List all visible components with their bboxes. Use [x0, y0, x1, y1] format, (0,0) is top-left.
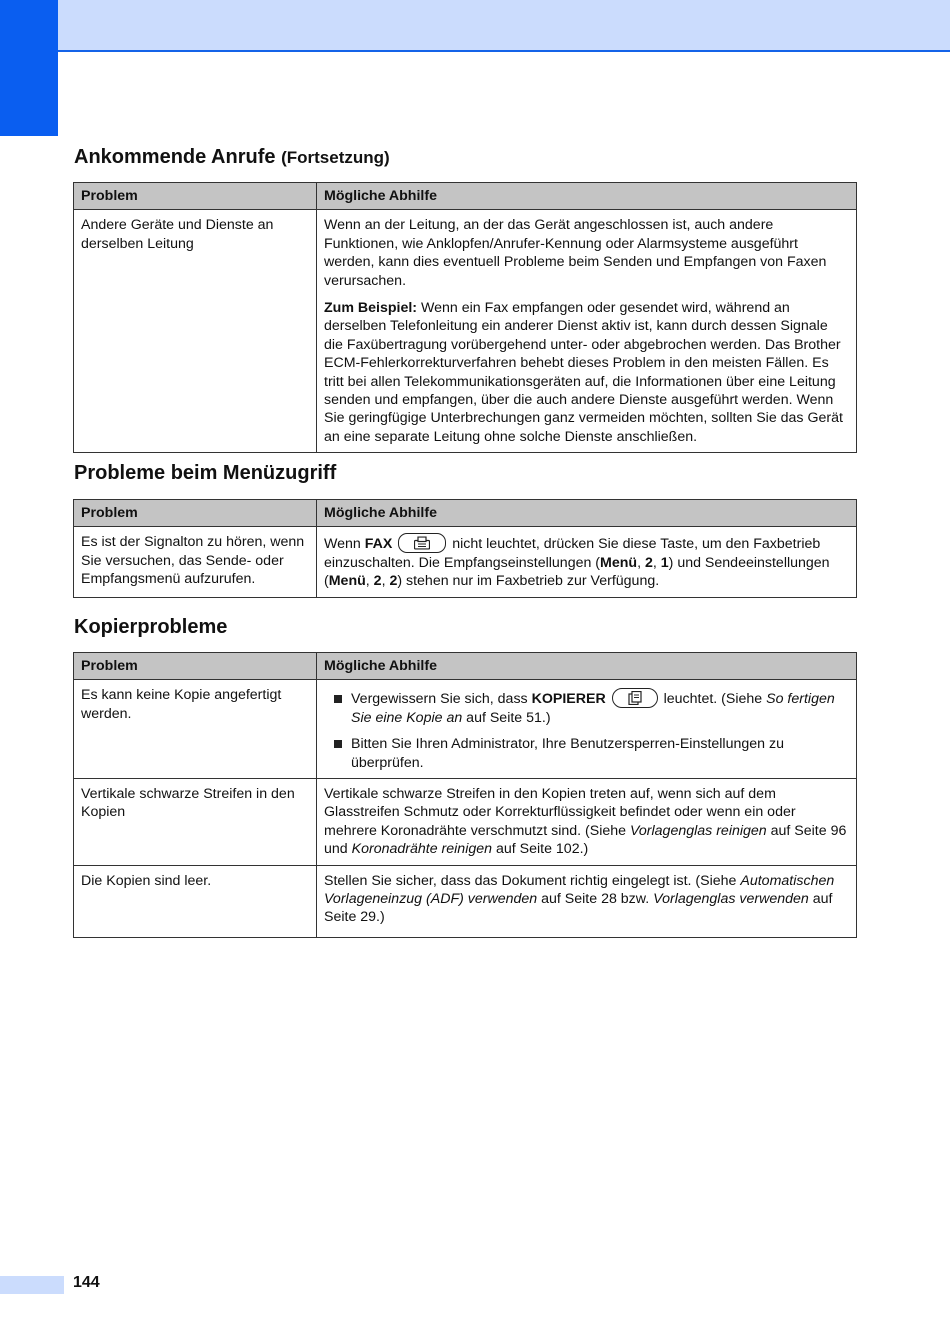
remedy-bullet-list — [324, 690, 849, 772]
text-run: Vergewissern Sie sich, dass — [351, 691, 532, 708]
chapter-tab — [0, 0, 58, 136]
cross-reference: Automatischen Vorlageneinzug (ADF) verwenden — [324, 872, 835, 908]
list-item — [324, 735, 849, 772]
text-run: auf Seite 102.) — [492, 841, 589, 858]
col-header-problem: Problem — [74, 500, 317, 527]
text-run: , — [365, 573, 374, 590]
footer-tab — [0, 1276, 64, 1294]
col-header-problem: Problem — [74, 653, 317, 680]
problem-cell: Vertikale schwarze Streifen in den Kopien — [74, 779, 317, 866]
example-text: Wenn ein Fax empfangen oder gesendet wird, während an derselben Telefonleitung ein anderer Dienst aktiv ist, kann durch dessen Signale die Faxübertragung vorübergehend unter- oder abgebrochen werden. Das Brother ECM-Fehlerkorrekturverfahren behebt dieses Problem in den meisten Fällen. Es tritt bei allen Telekommunikationsgeräten auf, die Informationen über eine Leitung senden und empfangen, über die auch andere Dienste ausgeführt werden. Wenn Sie geringfügige Unterbrechungen ganz vermeiden möchten, sollten Sie das Gerät an eine separate Leitung ohne solche Dienste anschließen. — [324, 300, 843, 445]
text-run: auf Seite 29.) — [324, 891, 833, 926]
remedy-cell — [317, 210, 857, 453]
menu-label: Menü — [328, 573, 366, 590]
remedy-cell — [317, 865, 857, 937]
table-row — [74, 865, 857, 937]
col-header-remedy: Mögliche Abhilfe — [317, 183, 857, 210]
menu-access-table — [73, 499, 857, 598]
section-title-text: Ankommende Anrufe — [74, 146, 276, 168]
text-run: auf Seite 28 bzw. — [537, 891, 654, 908]
remedy-cell — [317, 527, 857, 597]
problem-cell: Andere Geräte und Dienste an derselben Leitung — [74, 210, 317, 453]
fax-key-icon — [398, 533, 446, 553]
text-run: leuchtet. (Siehe — [659, 691, 767, 708]
header-band — [0, 0, 950, 50]
problem-cell: Die Kopien sind leer. — [74, 865, 317, 937]
copy-problems-table — [73, 652, 857, 938]
page-number: 144 — [73, 1274, 100, 1291]
cross-reference: Vorlagenglas reinigen — [629, 822, 767, 839]
table-row — [74, 680, 857, 779]
copy-key-icon — [612, 688, 658, 708]
table-header-row — [74, 653, 857, 680]
table-row — [74, 779, 857, 866]
incoming-calls-table — [73, 182, 857, 453]
table-header-row — [74, 183, 857, 210]
section-title-copy-problems: Kopierprobleme — [74, 616, 228, 638]
text-run: , — [637, 554, 645, 571]
remedy-cell — [317, 680, 857, 779]
remedy-example-paragraph — [324, 299, 849, 446]
text-run: , — [381, 573, 390, 590]
table-row — [74, 527, 857, 597]
text-run: Bitten Sie Ihren Administrator, Ihre Benutzersperren-Einstellungen zu überprüfen. — [351, 736, 784, 771]
text-run: Stellen Sie sicher, dass das Dokument richtig eingelegt ist. (Siehe — [324, 872, 741, 889]
bullet-square-icon — [334, 740, 342, 748]
problem-cell: Es ist der Signalton zu hören, wenn Sie versuchen, das Sende- oder Empfangsmenü aufzurufen. — [74, 527, 317, 597]
col-header-remedy: Mögliche Abhilfe — [317, 500, 857, 527]
col-header-problem: Problem — [74, 183, 317, 210]
bullet-square-icon — [334, 695, 342, 703]
section-title-suffix: (Fortsetzung) — [281, 148, 390, 167]
menu-number: 2 — [373, 573, 382, 590]
menu-label: Menü — [600, 554, 638, 571]
remedy-paragraph: Wenn an der Leitung, an der das Gerät angeschlossen ist, auch andere Funktionen, wie Anklopfen/Anrufer-Kennung oder Alarmsysteme ausgeführt werden, kann dies eventuell Probleme beim Senden und Empfangen von Faxen verursachen. — [324, 217, 827, 289]
copy-key-label: KOPIERER — [531, 691, 606, 708]
text-run: Wenn — [324, 536, 365, 553]
table-header-row — [74, 500, 857, 527]
text-run: ) stehen nur im Faxbetrieb zur Verfügung. — [397, 573, 660, 590]
col-header-remedy: Mögliche Abhilfe — [317, 653, 857, 680]
menu-number: 2 — [644, 554, 653, 571]
cross-reference: Vorlagenglas verwenden — [653, 891, 809, 908]
text-run: auf Seite 51.) — [462, 709, 551, 726]
fax-key-label: FAX — [364, 536, 393, 553]
menu-number: 1 — [660, 554, 669, 571]
problem-cell: Es kann keine Kopie angefertigt werden. — [74, 680, 317, 779]
section-title-menu-access: Probleme beim Menüzugriff — [74, 462, 337, 484]
table-row — [74, 210, 857, 453]
section-title-incoming-calls — [74, 146, 390, 169]
cross-reference: Koronadrähte reinigen — [351, 841, 493, 858]
example-label: Zum Beispiel: — [324, 300, 418, 317]
remedy-cell — [317, 779, 857, 866]
menu-number: 2 — [389, 573, 398, 590]
text-run: Vertikale schwarze Streifen in den Kopien treten auf, wenn sich auf dem Glasstreifen Schmutz oder Korrekturflüssigkeit befindet oder wenn ein oder mehrere Koronadrähte verschmutzt sind. (Siehe — [324, 786, 796, 839]
text-run: auf Seite 96 und — [324, 822, 847, 858]
cross-reference: So fertigen Sie eine Kopie an — [351, 691, 835, 726]
header-rule — [58, 50, 950, 52]
list-item — [324, 690, 849, 727]
text-run: ) und Sendeeinstellungen ( — [324, 554, 830, 590]
text-run: nicht leuchtet, drücken Sie diese Taste, um den Faxbetrieb einzuschalten. Die Empfangseinstellungen ( — [324, 536, 821, 571]
text-run: , — [652, 554, 661, 571]
